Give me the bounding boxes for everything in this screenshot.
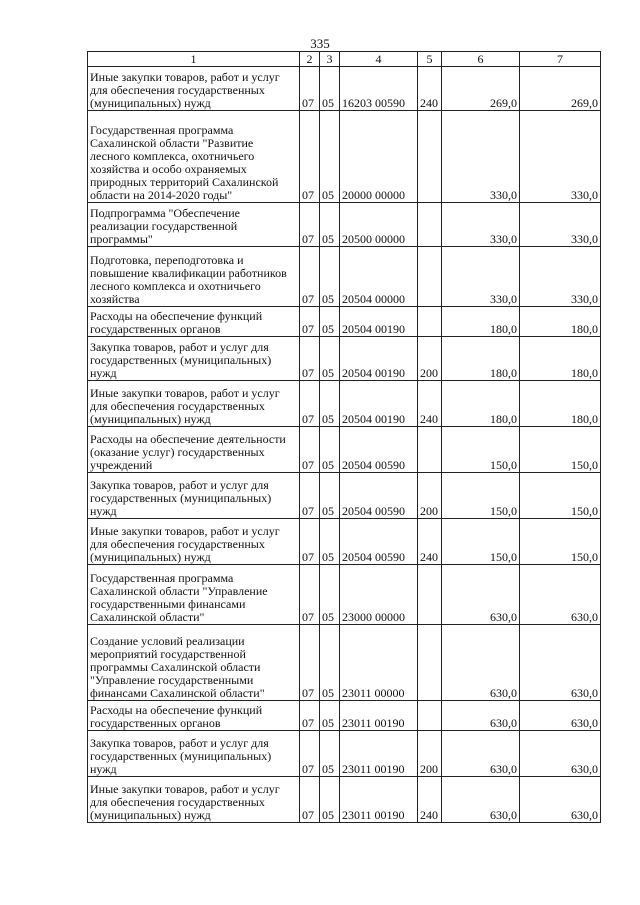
row-name-cell: Иные закупки товаров, работ и услуг для обеспечения государственных (муниципальных) нужд bbox=[88, 519, 300, 565]
row-section-cell: 07 bbox=[300, 473, 320, 519]
row-amount-1-cell: 150,0 bbox=[442, 427, 520, 473]
table-row bbox=[88, 111, 601, 203]
row-subsection-cell: 05 bbox=[320, 625, 340, 701]
row-amount-1-cell: 330,0 bbox=[442, 203, 520, 247]
row-amount-2-cell: 180,0 bbox=[520, 381, 601, 427]
row-subsection-cell: 05 bbox=[320, 307, 340, 337]
row-section-cell: 07 bbox=[300, 519, 320, 565]
table-row bbox=[88, 247, 601, 307]
row-amount-1-cell: 150,0 bbox=[442, 519, 520, 565]
row-name-cell: Закупка товаров, работ и услуг для государственных (муниципальных) нужд bbox=[88, 337, 300, 381]
row-subsection-cell: 05 bbox=[320, 67, 340, 111]
row-subsection-cell: 05 bbox=[320, 381, 340, 427]
row-amount-1-cell: 180,0 bbox=[442, 381, 520, 427]
row-section-cell: 07 bbox=[300, 731, 320, 777]
row-amount-1-cell: 630,0 bbox=[442, 565, 520, 625]
column-header-5: 5 bbox=[418, 52, 442, 67]
row-target-code-cell: 20504 00190 bbox=[340, 307, 418, 337]
row-section-cell: 07 bbox=[300, 247, 320, 307]
row-expense-type-cell: 240 bbox=[418, 381, 442, 427]
row-target-code-cell: 23000 00000 bbox=[340, 565, 418, 625]
column-header-6: 6 bbox=[442, 52, 520, 67]
row-section-cell: 07 bbox=[300, 625, 320, 701]
row-expense-type-cell bbox=[418, 111, 442, 203]
row-amount-2-cell: 330,0 bbox=[520, 247, 601, 307]
row-target-code-cell: 20504 00590 bbox=[340, 427, 418, 473]
row-amount-1-cell: 330,0 bbox=[442, 111, 520, 203]
row-expense-type-cell bbox=[418, 427, 442, 473]
row-amount-2-cell: 630,0 bbox=[520, 625, 601, 701]
column-header-7: 7 bbox=[520, 52, 601, 67]
header-row bbox=[88, 52, 601, 67]
column-header-1: 1 bbox=[88, 52, 300, 67]
row-expense-type-cell: 240 bbox=[418, 519, 442, 565]
budget-table bbox=[87, 51, 601, 823]
row-name-cell: Государственная программа Сахалинской области "Управление государственными финансами Сахалинской области" bbox=[88, 565, 300, 625]
row-expense-type-cell: 200 bbox=[418, 473, 442, 519]
row-name-cell: Расходы на обеспечение функций государственных органов bbox=[88, 701, 300, 731]
row-subsection-cell: 05 bbox=[320, 203, 340, 247]
row-section-cell: 07 bbox=[300, 427, 320, 473]
row-subsection-cell: 05 bbox=[320, 731, 340, 777]
row-amount-1-cell: 630,0 bbox=[442, 701, 520, 731]
row-name-cell: Расходы на обеспечение функций государственных органов bbox=[88, 307, 300, 337]
row-expense-type-cell: 200 bbox=[418, 337, 442, 381]
row-section-cell: 07 bbox=[300, 777, 320, 823]
row-amount-1-cell: 330,0 bbox=[442, 247, 520, 307]
row-expense-type-cell bbox=[418, 307, 442, 337]
row-amount-2-cell: 330,0 bbox=[520, 203, 601, 247]
table-row bbox=[88, 777, 601, 823]
row-amount-2-cell: 630,0 bbox=[520, 565, 601, 625]
page-number: 335 bbox=[310, 36, 330, 51]
row-subsection-cell: 05 bbox=[320, 777, 340, 823]
row-expense-type-cell bbox=[418, 565, 442, 625]
row-target-code-cell: 20500 00000 bbox=[340, 203, 418, 247]
row-target-code-cell: 16203 00590 bbox=[340, 67, 418, 111]
column-header-3: 3 bbox=[320, 52, 340, 67]
row-section-cell: 07 bbox=[300, 337, 320, 381]
row-amount-2-cell: 630,0 bbox=[520, 731, 601, 777]
row-subsection-cell: 05 bbox=[320, 111, 340, 203]
row-amount-2-cell: 180,0 bbox=[520, 337, 601, 381]
row-amount-1-cell: 630,0 bbox=[442, 731, 520, 777]
row-expense-type-cell: 200 bbox=[418, 731, 442, 777]
row-target-code-cell: 23011 00190 bbox=[340, 701, 418, 731]
row-amount-2-cell: 180,0 bbox=[520, 307, 601, 337]
row-amount-1-cell: 630,0 bbox=[442, 625, 520, 701]
row-subsection-cell: 05 bbox=[320, 337, 340, 381]
row-target-code-cell: 23011 00190 bbox=[340, 777, 418, 823]
row-target-code-cell: 20504 00590 bbox=[340, 473, 418, 519]
row-subsection-cell: 05 bbox=[320, 701, 340, 731]
row-section-cell: 07 bbox=[300, 67, 320, 111]
row-section-cell: 07 bbox=[300, 381, 320, 427]
row-name-cell: Создание условий реализации мероприятий государственной программы Сахалинской области "Управление государственными финансами Сахалинской области" bbox=[88, 625, 300, 701]
row-amount-2-cell: 150,0 bbox=[520, 519, 601, 565]
row-amount-2-cell: 150,0 bbox=[520, 473, 601, 519]
row-amount-2-cell: 330,0 bbox=[520, 111, 601, 203]
table-row bbox=[88, 473, 601, 519]
row-name-cell: Иные закупки товаров, работ и услуг для обеспечения государственных (муниципальных) нужд bbox=[88, 777, 300, 823]
row-name-cell: Подготовка, переподготовка и повышение квалификации работников лесного комплекса и охотничьего хозяйства bbox=[88, 247, 300, 307]
row-target-code-cell: 20504 00190 bbox=[340, 381, 418, 427]
column-header-2: 2 bbox=[300, 52, 320, 67]
row-name-cell: Иные закупки товаров, работ и услуг для обеспечения государственных (муниципальных) нужд bbox=[88, 67, 300, 111]
row-name-cell: Иные закупки товаров, работ и услуг для обеспечения государственных (муниципальных) нужд bbox=[88, 381, 300, 427]
row-section-cell: 07 bbox=[300, 701, 320, 731]
row-target-code-cell: 23011 00190 bbox=[340, 731, 418, 777]
row-amount-1-cell: 180,0 bbox=[442, 337, 520, 381]
table-row bbox=[88, 731, 601, 777]
row-expense-type-cell bbox=[418, 701, 442, 731]
row-expense-type-cell: 240 bbox=[418, 777, 442, 823]
row-amount-1-cell: 630,0 bbox=[442, 777, 520, 823]
table-row bbox=[88, 625, 601, 701]
table-row bbox=[88, 565, 601, 625]
row-target-code-cell: 20504 00000 bbox=[340, 247, 418, 307]
row-subsection-cell: 05 bbox=[320, 247, 340, 307]
row-amount-2-cell: 269,0 bbox=[520, 67, 601, 111]
row-section-cell: 07 bbox=[300, 203, 320, 247]
table-row bbox=[88, 519, 601, 565]
row-expense-type-cell bbox=[418, 247, 442, 307]
table-row bbox=[88, 307, 601, 337]
row-name-cell: Государственная программа Сахалинской области "Развитие лесного комплекса, охотничьего хозяйства и особо охраняемых природных территорий Сахалинской области на 2014-2020 годы" bbox=[88, 111, 300, 203]
row-expense-type-cell bbox=[418, 203, 442, 247]
row-subsection-cell: 05 bbox=[320, 473, 340, 519]
row-target-code-cell: 20504 00190 bbox=[340, 337, 418, 381]
row-section-cell: 07 bbox=[300, 565, 320, 625]
column-header-4: 4 bbox=[340, 52, 418, 67]
row-name-cell: Расходы на обеспечение деятельности (оказание услуг) государственных учреждений bbox=[88, 427, 300, 473]
table-row bbox=[88, 337, 601, 381]
row-amount-1-cell: 150,0 bbox=[442, 473, 520, 519]
row-name-cell: Подпрограмма "Обеспечение реализации государственной программы" bbox=[88, 203, 300, 247]
row-target-code-cell: 20000 00000 bbox=[340, 111, 418, 203]
row-target-code-cell: 23011 00000 bbox=[340, 625, 418, 701]
row-name-cell: Закупка товаров, работ и услуг для государственных (муниципальных) нужд bbox=[88, 473, 300, 519]
row-name-cell: Закупка товаров, работ и услуг для государственных (муниципальных) нужд bbox=[88, 731, 300, 777]
row-section-cell: 07 bbox=[300, 111, 320, 203]
table-row bbox=[88, 701, 601, 731]
row-amount-2-cell: 150,0 bbox=[520, 427, 601, 473]
row-amount-2-cell: 630,0 bbox=[520, 701, 601, 731]
row-expense-type-cell bbox=[418, 625, 442, 701]
row-amount-1-cell: 180,0 bbox=[442, 307, 520, 337]
table-row bbox=[88, 427, 601, 473]
row-subsection-cell: 05 bbox=[320, 519, 340, 565]
row-expense-type-cell: 240 bbox=[418, 67, 442, 111]
table-row bbox=[88, 381, 601, 427]
table-row bbox=[88, 203, 601, 247]
table-row bbox=[88, 67, 601, 111]
row-subsection-cell: 05 bbox=[320, 427, 340, 473]
row-target-code-cell: 20504 00590 bbox=[340, 519, 418, 565]
row-amount-2-cell: 630,0 bbox=[520, 777, 601, 823]
row-section-cell: 07 bbox=[300, 307, 320, 337]
row-subsection-cell: 05 bbox=[320, 565, 340, 625]
row-amount-1-cell: 269,0 bbox=[442, 67, 520, 111]
